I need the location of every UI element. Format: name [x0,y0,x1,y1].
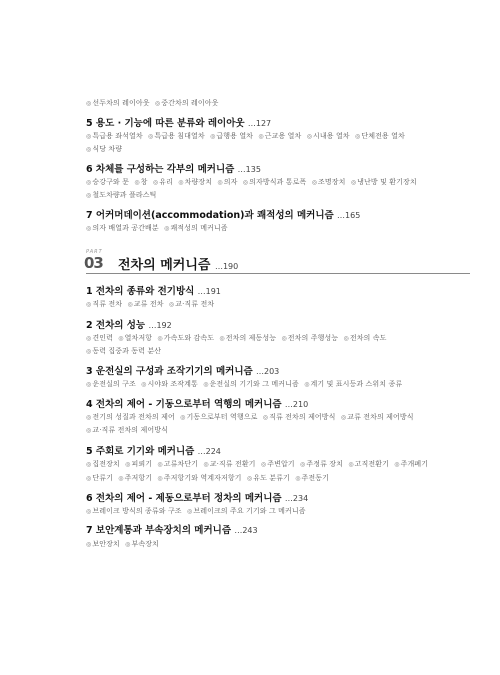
toc-heading [86,115,470,129]
sub-item: ◎ 시야와 조작계통 [141,380,198,388]
sub-list [86,425,470,435]
toc-heading [86,363,470,377]
sub-item: ◎ 주변압기 [261,460,295,468]
sub-list [86,333,470,343]
sub-list [86,144,470,154]
part-page: …190 [214,262,239,271]
sub-list [86,131,470,141]
sub-item: ◎ 차량장치 [178,178,212,186]
sub-item: ◎ 전기의 성질과 전차의 제어 [86,413,175,421]
toc-heading [86,283,470,297]
sub-item: ◎ 승강구와 문 [86,178,129,186]
heading-page: …191 [197,287,221,296]
heading-title: 2 전차의 성능 [86,320,146,331]
sub-item: ◎ 고직전환기 [348,460,389,468]
sub-list [86,473,470,483]
heading-title: 5 용도 · 기능에 따른 분류와 레이아웃 [86,118,245,129]
part-divider [86,273,470,274]
sub-item: ◎ 급행용 열차 [210,132,253,140]
sub-item: ◎ 주정류 장치 [300,460,343,468]
heading-title: 4 전차의 제어 - 기동으로부터 역행의 메커니즘 [86,399,282,410]
sub-item: ◎ 운전실의 구조 [86,380,136,388]
sub-item: ◎ 의자 [217,178,237,186]
sub-item: ◎ 피뢰기 [125,460,152,468]
sub-item: ◎ 주전동기 [295,474,329,482]
sub-list [86,459,470,469]
sub-item: ◎ 계기 및 표시등과 스위치 종류 [304,380,402,388]
toc-heading [86,522,470,536]
toc-heading [86,207,470,221]
heading-page: …192 [148,321,172,330]
sub-item: ◎ 기동으로부터 역행으로 [180,413,257,421]
heading-page: …224 [197,447,221,456]
heading-title: 5 주회로 기기와 메커니즘 [86,446,195,457]
toc-heading [86,161,470,175]
heading-page: …243 [234,526,258,535]
sub-item: ◎ 브레이크 방식의 종류와 구조 [86,507,182,515]
sub-item: ◎ 고류차단기 [157,460,198,468]
sub-item: ◎ 운전실의 기기와 그 메커니즘 [203,380,299,388]
sub-item: ◎ 유리 [153,178,173,186]
sub-list [86,299,470,309]
part-tag: PART [86,249,103,255]
sub-item: ◎ 단류기 [86,474,113,482]
sub-item: ◎ 의자 배열과 공간배분 [86,224,159,232]
heading-title: 1 전차의 종류와 전기방식 [86,286,195,297]
heading-page: …135 [237,165,261,174]
sub-item: ◎ 주저항기 [118,474,152,482]
heading-page: …234 [284,494,309,503]
sub-item: ◎ 브레이크의 주요 기기와 그 메커니즘 [187,507,306,515]
sub-item: ◎ 가속도와 감속도 [157,334,214,342]
sub-item: ◎ 주개폐기 [394,460,428,468]
sub-item: ◎ 교·직류 전차 [169,300,214,308]
sub-item: ◎ 부속장치 [125,540,159,548]
sub-list [86,98,470,108]
sub-item: ◎ 식당 차량 [86,145,122,153]
heading-title: 3 운전실의 구성과 조작기기의 메커니즘 [86,366,253,377]
sub-item: ◎ 조명장치 [312,178,346,186]
sub-item: ◎ 선두차의 레이아웃 [86,99,150,107]
part-title [118,254,238,273]
heading-page: …210 [284,400,309,409]
sub-item: ◎ 근교용 열차 [258,132,301,140]
sub-list [86,379,470,389]
sub-item: ◎ 전차의 주행성능 [281,334,338,342]
sub-item: ◎ 교류 전차의 제어방식 [341,413,414,421]
sub-item: ◎ 유도 분류기 [247,474,290,482]
sub-item: ◎ 철도차량과 플라스틱 [86,191,156,199]
heading-title: 6 전차의 제어 - 제동으로부터 정차의 메커니즘 [86,493,282,504]
sub-item: ◎ 전차의 제동성능 [219,334,276,342]
sub-item: ◎ 특급용 좌석열차 [86,132,143,140]
sub-item: ◎ 보안장치 [86,540,120,548]
sub-item: ◎ 주저항기와 역계자저항기 [157,474,241,482]
sub-item: ◎ 교·직류 전차의 제어방식 [86,426,168,434]
heading-title: 7 어커머데이션(accommodation)과 쾌적성의 메커니즘 [86,210,334,221]
sub-item: ◎ 집전장치 [86,460,120,468]
sub-item: ◎ 견인력 [86,334,113,342]
toc-heading [86,443,470,457]
sub-item: ◎ 냉난방 및 환기장치 [351,178,417,186]
toc-heading [86,317,470,331]
heading-title: 6 차체를 구성하는 각부의 메커니즘 [86,164,235,175]
sub-item: ◎ 전차의 속도 [343,334,386,342]
heading-page: …203 [256,367,280,376]
toc-heading [86,396,470,410]
sub-item: ◎ 직류 전차의 제어방식 [263,413,336,421]
sub-list [86,346,470,356]
sub-list [86,506,470,516]
sub-item: ◎ 중간차의 레이아웃 [155,99,219,107]
sub-list [86,412,470,422]
sub-list [86,190,470,200]
heading-page: …127 [247,119,272,128]
sub-item: ◎ 동력 집중과 동력 분산 [86,347,161,355]
sub-list [86,223,470,233]
heading-title: 7 보안계통과 부속장치의 메커니즘 [86,525,232,536]
part-number: 03 [84,254,103,272]
sub-list [86,539,470,549]
sub-list [86,177,470,187]
part-title-text: 전차의 메커니즘 [118,258,211,273]
sub-item: ◎ 교류 전차 [127,300,163,308]
sub-item: ◎ 교·직류 전환기 [203,460,255,468]
sub-item: ◎ 쾌적성의 메커니즘 [164,224,228,232]
sub-item: ◎ 단체전용 열차 [355,132,405,140]
sub-item: ◎ 직류 전차 [86,300,122,308]
sub-item: ◎ 특급용 침대열차 [148,132,205,140]
sub-item: ◎ 열차저항 [118,334,152,342]
heading-page: …165 [337,211,361,220]
sub-item: ◎ 의자방식과 통로폭 [243,178,307,186]
sub-item: ◎ 창 [134,178,147,186]
toc-heading [86,490,470,504]
sub-item: ◎ 시내용 열차 [307,132,350,140]
